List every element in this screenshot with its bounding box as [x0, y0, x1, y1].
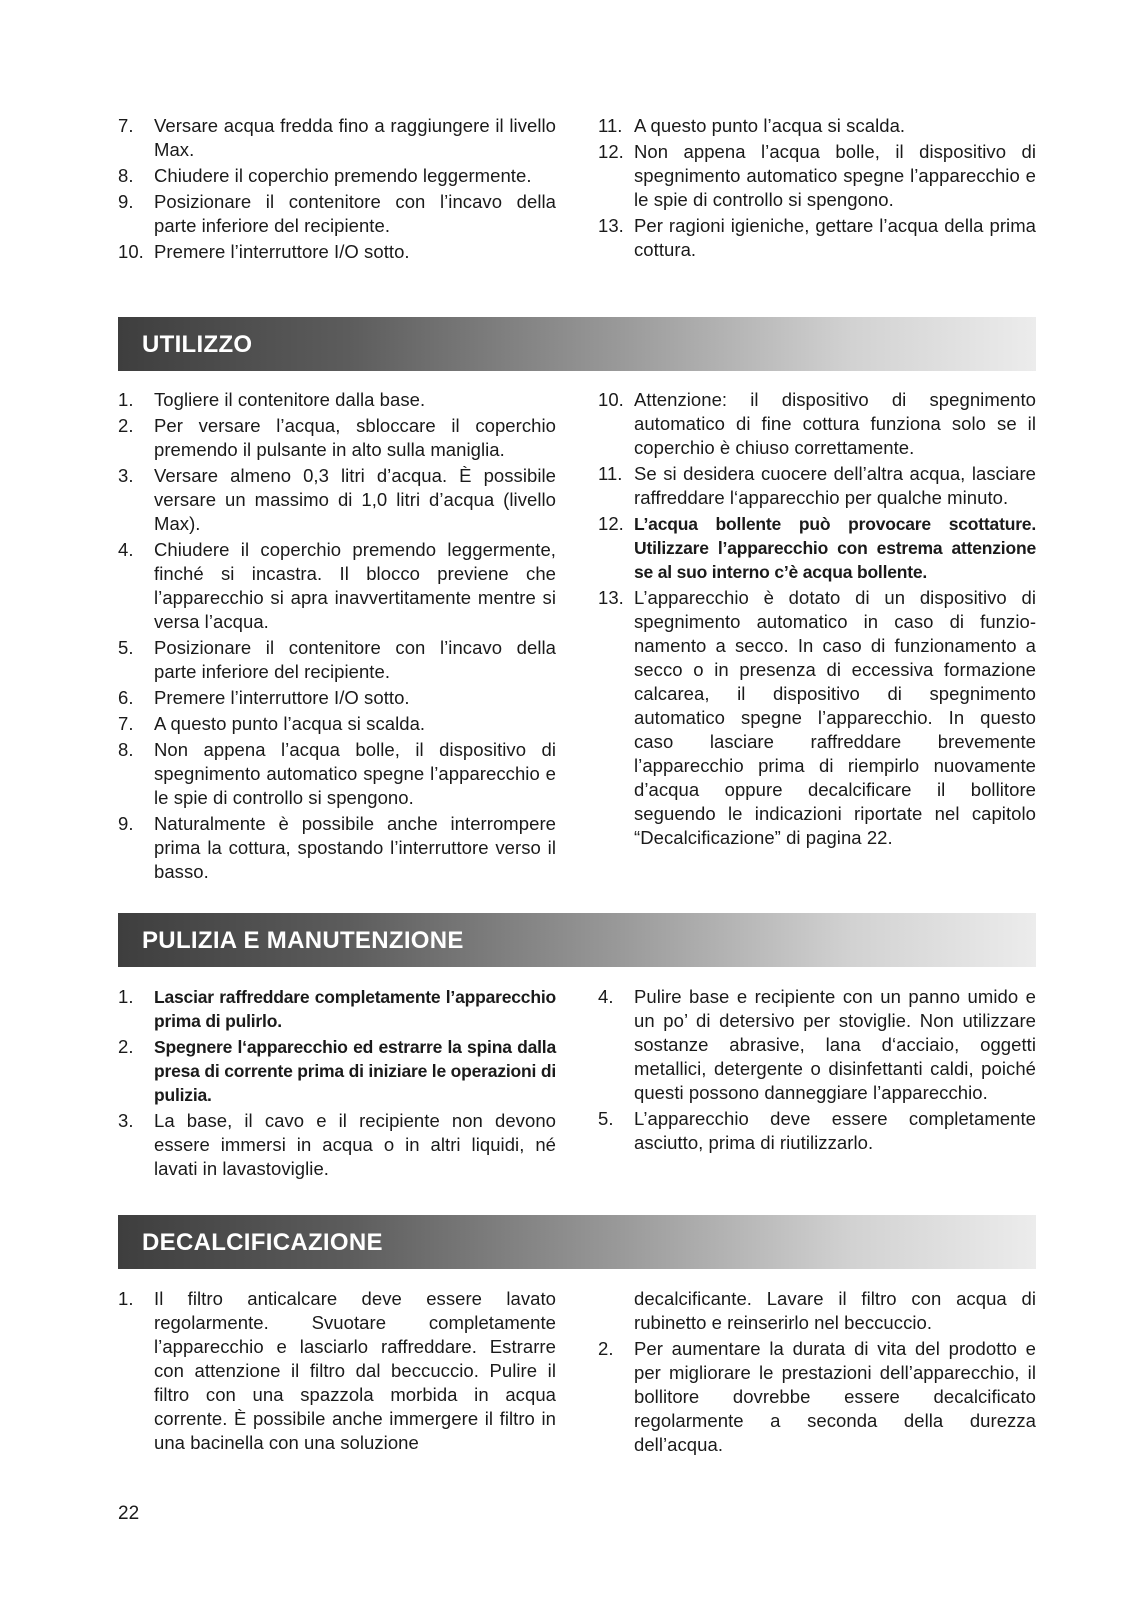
list-item [118, 1109, 556, 1181]
pulizia-left-list [118, 985, 556, 1181]
list-item [598, 462, 1036, 510]
list-item [118, 114, 556, 162]
list-item-text: L’apparecchio deve essere completamente asciutto, prima di riutilizzarlo. [634, 1108, 1036, 1153]
intro-steps-right-list [598, 114, 1036, 262]
list-item [118, 712, 556, 736]
list-item-text: Togliere il contenitore dalla base. [154, 389, 426, 410]
list-item-text: Pulire base e recipiente con un panno umido e un po’ di detersivo per stoviglie. Non utilizzare sostanze abrasive, lana d‘acciaio, oggetti metallici, detergente o disinfettanti caldi, poiché questi possono danneggiare l’apparecchio. [634, 986, 1036, 1103]
list-item [118, 538, 556, 634]
section-title-decalcificazione: DECALCIFICAZIONE [142, 1229, 383, 1256]
list-item [598, 1107, 1036, 1155]
list-item-text: Per aumentare la durata di vita del prodotto e per migliorare le prestazioni dell’apparecchio, il bollitore dovrebbe essere decalcificato regolarmente a seconda della durezza dell’acqua. [634, 1338, 1036, 1455]
list-item-text: Non appena l’acqua bolle, il dispositivo di spegnimento automatico spegne l’apparecchio e le spie di controllo si spengono. [154, 739, 556, 808]
list-item-number: 7. [118, 713, 134, 734]
decalcificazione-left-list [118, 1287, 556, 1455]
list-item-number: 11. [598, 115, 623, 136]
list-item-number: 13. [598, 215, 624, 236]
list-item-text: Versare acqua fredda fino a raggiungere il livello Max. [154, 115, 556, 160]
list-item-number: 1. [118, 986, 134, 1007]
list-item-number: 11. [598, 463, 623, 484]
list-item-text: La base, il cavo e il recipiente non devono essere immersi in acqua o in altri liquidi, né lavati in lavastoviglie. [154, 1110, 556, 1179]
list-item-number: 1. [118, 1288, 134, 1309]
decalcificazione-right-list [598, 1287, 1036, 1457]
list-item-text: Premere l’interruttore I/O sotto. [154, 687, 410, 708]
list-item-number: 7. [118, 115, 134, 136]
intro-steps-left-column [118, 114, 556, 266]
list-item-text: Versare almeno 0,3 litri d’acqua. È possibile versare un massimo di 1,0 litri d’acqua (livello Max). [154, 465, 556, 534]
list-item [598, 114, 1036, 138]
list-item-text: Per ragioni igieniche, gettare l’acqua della prima cottura. [634, 215, 1036, 260]
section-banner-decalcificazione [118, 1215, 1036, 1269]
list-item-text: Naturalmente è possibile anche interrompere prima la cottura, spostando l’interruttore verso il basso. [154, 813, 556, 882]
list-item-number: 8. [118, 739, 134, 760]
list-item [118, 686, 556, 710]
list-item-text: Lasciar raffreddare completamente l’apparecchio prima di pulirlo. [154, 987, 556, 1031]
list-item [598, 214, 1036, 262]
list-item-text: Chiudere il coperchio premendo leggermente. [154, 165, 532, 186]
list-item [118, 636, 556, 684]
pulizia-left-column [118, 985, 556, 1183]
list-item [118, 190, 556, 238]
list-item-number: 4. [598, 986, 614, 1007]
list-item [598, 985, 1036, 1105]
list-item [118, 240, 556, 264]
intro-steps-section [118, 114, 1036, 266]
list-item-number: 9. [118, 813, 134, 834]
list-item-text: Se si desidera cuocere dell’altra acqua, lasciare raffreddare l‘apparecchio per qualche minuto. [634, 463, 1036, 508]
pulizia-right-column [598, 985, 1036, 1183]
list-item-text: decalcificante. Lavare il filtro con acqua di rubinetto e reinserirlo nel beccuccio. [634, 1288, 1036, 1333]
utilizzo-right-column [598, 388, 1036, 886]
intro-steps-left-list [118, 114, 556, 264]
list-item-number: 8. [118, 165, 134, 186]
utilizzo-left-column [118, 388, 556, 886]
list-item [598, 388, 1036, 460]
list-item-number: 6. [118, 687, 134, 708]
list-item-text: Spegnere l‘apparecchio ed estrarre la spina dalla presa di corrente prima di iniziare le operazioni di pulizia. [154, 1037, 556, 1105]
list-item-number: 2. [118, 1036, 134, 1057]
list-item-number: 5. [598, 1108, 614, 1129]
list-item-text: L’acqua bollente può provocare scottature. Utilizzare l’apparecchio con estrema attenzione se al suo interno c’è acqua bollente. [634, 514, 1036, 582]
list-item-text: Per versare l’acqua, sbloccare il coperchio premendo il pulsante in alto sulla maniglia. [154, 415, 556, 460]
list-item-text: Attenzione: il dispositivo di spegnimento automatico di fine cottura funziona solo se il coperchio è chiuso correttamente. [634, 389, 1036, 458]
section-title-utilizzo: UTILIZZO [142, 331, 253, 358]
list-item-number: 3. [118, 1110, 134, 1131]
list-item-text: Posizionare il contenitore con l’incavo della parte inferiore del recipiente. [154, 637, 556, 682]
list-item-number: 13. [598, 587, 624, 608]
list-item [118, 812, 556, 884]
list-item [118, 1035, 556, 1107]
intro-steps-right-column [598, 114, 1036, 266]
list-item [118, 164, 556, 188]
list-item [598, 1287, 1036, 1335]
list-item-number: 2. [118, 415, 134, 436]
list-item [118, 464, 556, 536]
list-item-number: 10. [598, 389, 624, 410]
list-item-number: 10. [118, 241, 144, 262]
list-item-number: 3. [118, 465, 134, 486]
list-item-number: 2. [598, 1338, 614, 1359]
list-item [118, 985, 556, 1033]
section-banner-pulizia [118, 913, 1036, 967]
utilizzo-right-list [598, 388, 1036, 850]
list-item-text: L’apparecchio è dotato di un dispositivo di spegnimento automatico in caso di funzionamento a secco. In caso di funzionamento a secco o in presenza di eccessiva formazione calcarea, il dispositivo di spegnimento automatico spegne l’apparecchio. In questo caso lasciare raffreddare brevemente l’apparecchio prima di riempirlo nuovamente d’acqua oppure decalcificare il bollitore seguendo le indicazioni riportate nel capitolo “Decalcificazione” di pagina 22. [634, 587, 1036, 848]
list-item-text: Premere l’interruttore I/O sotto. [154, 241, 410, 262]
decalcificazione-section [118, 1287, 1036, 1459]
list-item [118, 738, 556, 810]
list-item-number: 12. [598, 141, 624, 162]
utilizzo-section [118, 388, 1036, 886]
decalcificazione-left-column [118, 1287, 556, 1459]
page-number: 22 [118, 1503, 140, 1524]
list-item-text: A questo punto l’acqua si scalda. [634, 115, 906, 136]
list-item-text: Posizionare il contenitore con l’incavo della parte inferiore del recipiente. [154, 191, 556, 236]
list-item-number: 12. [598, 513, 624, 534]
list-item [598, 586, 1036, 850]
list-item [598, 140, 1036, 212]
pulizia-section [118, 985, 1036, 1183]
section-title-pulizia: PULIZIA E MANUTENZIONE [142, 927, 464, 954]
list-item-text: Il filtro anticalcare deve essere lavato regolarmente. Svuotare completamente l’apparecchio e lasciarlo raffreddare. Estrarre con attenzione il filtro dal beccuccio. Pulire il filtro con una spazzola morbida in acqua corrente. È possibile anche immergere il filtro in una bacinella con una soluzione [154, 1288, 556, 1453]
utilizzo-left-list [118, 388, 556, 884]
list-item-number: 5. [118, 637, 134, 658]
pulizia-right-list [598, 985, 1036, 1155]
list-item-text: Non appena l’acqua bolle, il dispositivo di spegnimento automatico spegne l’apparecchio e le spie di controllo si spengono. [634, 141, 1036, 210]
list-item-text: A questo punto l’acqua si scalda. [154, 713, 426, 734]
list-item [598, 1337, 1036, 1457]
list-item-text: Chiudere il coperchio premendo leggermente, finché si incastra. Il blocco previene che l’apparecchio si apra inavvertitamente mentre si versa l’acqua. [154, 539, 556, 632]
list-item-number: 4. [118, 539, 134, 560]
list-item-number: 1. [118, 389, 134, 410]
section-banner-utilizzo [118, 317, 1036, 371]
list-item [118, 1287, 556, 1455]
list-item [118, 388, 556, 412]
list-item [118, 414, 556, 462]
list-item [598, 512, 1036, 584]
list-item-number: 9. [118, 191, 134, 212]
decalcificazione-right-column [598, 1287, 1036, 1459]
